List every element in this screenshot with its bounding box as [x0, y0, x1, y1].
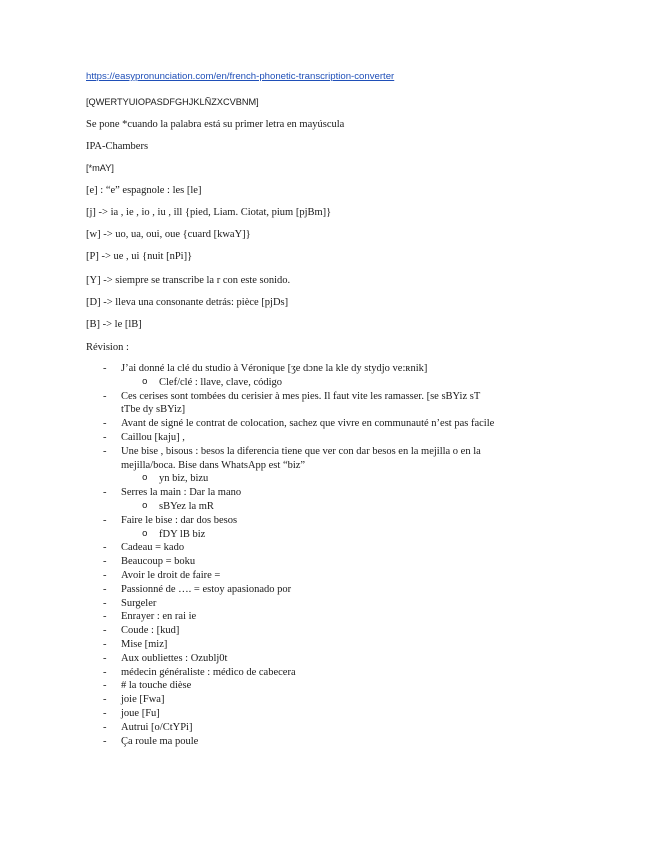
list-item — [0, 486, 501, 500]
dash-bullet: - — [103, 680, 107, 692]
sub-list-item — [0, 472, 655, 486]
list-item-text: Cadeau = kado — [121, 542, 185, 554]
sub-list-item-text: fDY lB biz — [159, 528, 206, 540]
list-item-text: Autrui [o/CtYPi] — [121, 721, 193, 733]
list-item — [0, 541, 501, 555]
note-paragraph: [D] -> lleva una consonante detrás: pièce [pjDs] — [86, 297, 289, 308]
list-item-text: J’ai donné la clé du studio à Véronique [ʒe dɔne la kle dy stydjo ve:ʀnik] — [121, 363, 428, 374]
list-item — [0, 445, 501, 473]
sub-list-item — [0, 376, 655, 390]
list-item — [0, 514, 501, 528]
list-item-text: Ça roule ma poule — [121, 735, 199, 747]
list-item — [0, 569, 501, 583]
list-item-text: Beaucoup = boku — [121, 556, 196, 568]
list-item-text: Surgeler — [121, 597, 157, 609]
note-paragraph: [*mAY] — [86, 163, 114, 173]
note-paragraph: [Y] -> siempre se transcribe la r con este sonido. — [86, 275, 291, 286]
sub-list-item-text: Clef/clé : llave, clave, código — [159, 376, 283, 388]
dash-bullet: - — [103, 583, 107, 595]
circle-bullet: o — [142, 528, 148, 539]
dash-bullet: - — [103, 666, 107, 678]
sub-list-item-text: yn biz, bizu — [159, 473, 209, 485]
list-item — [0, 583, 501, 597]
note-paragraph: [QWERTYUIOPASDFGHJKLÑZXCVBNM] — [86, 97, 259, 107]
list-item-text: Serres la main : Dar la mano — [121, 487, 242, 499]
list-item-text: Avoir le droit de faire = — [121, 569, 221, 581]
list-item — [0, 693, 501, 707]
circle-bullet: o — [142, 473, 148, 484]
note-paragraph: [e] : “e” espagnole : les [le] — [86, 185, 202, 196]
dash-bullet: - — [103, 445, 107, 457]
list-item — [0, 624, 501, 638]
circle-bullet: o — [142, 500, 148, 511]
sub-list-item — [0, 500, 655, 514]
list-item — [0, 707, 501, 721]
sub-list-item — [0, 528, 655, 542]
note-paragraph: [w] -> uo, ua, oui, oue {cuard [kwaY]} — [86, 229, 251, 240]
list-item — [0, 638, 501, 652]
dash-bullet: - — [103, 652, 107, 664]
list-item — [0, 555, 501, 569]
list-item-text: Ces cerises sont tombées du cerisier à mes pies. Il faut vite les ramasser. [se sBYiz sT tTbe dy sBYiz] — [121, 390, 481, 416]
dash-bullet: - — [103, 694, 107, 706]
dash-bullet: - — [103, 487, 107, 499]
list-item — [0, 417, 501, 431]
dash-bullet: - — [103, 625, 107, 637]
note-paragraph: [B] -> le [lB] — [86, 319, 142, 330]
list-item-text: # la touche dièse — [121, 680, 192, 692]
dash-bullet: - — [103, 542, 107, 554]
note-paragraph: Se pone *cuando la palabra está su primer letra en mayúscula — [86, 119, 345, 130]
dash-bullet: - — [103, 735, 107, 747]
dash-bullet: - — [103, 514, 107, 526]
dash-bullet: - — [103, 569, 107, 581]
list-item-text: Mise [miz] — [121, 638, 168, 650]
list-item-text: Faire le bise : dar dos besos — [121, 514, 238, 526]
dash-bullet: - — [103, 363, 107, 374]
list-item — [0, 597, 501, 611]
list-item-text: joue [Fu] — [121, 707, 160, 719]
list-item-text: joie [Fwa] — [121, 694, 165, 706]
list-item — [0, 735, 501, 749]
list-item — [0, 362, 501, 376]
list-item — [0, 652, 501, 666]
dash-bullet: - — [103, 418, 107, 430]
list-item — [0, 610, 501, 624]
list-item — [0, 666, 501, 680]
sub-list-item-text: sBYez la mR — [159, 500, 214, 512]
note-paragraph: [j] -> ia , ie , io , iu , ill {pied, Liam. Ciotat, pium [pjBm]} — [86, 207, 332, 218]
dash-bullet: - — [103, 390, 107, 402]
list-item — [0, 679, 501, 693]
list-item-text: Passionné de …. = estoy apasionado por — [121, 583, 292, 595]
circle-bullet: o — [142, 376, 148, 387]
dash-bullet: - — [103, 638, 107, 650]
dash-bullet: - — [103, 431, 107, 443]
list-item-text: médecin généraliste : médico de cabecera — [121, 666, 296, 678]
converter-link[interactable]: https://easypronunciation.com/en/french-phonetic-transcription-converter — [86, 71, 395, 82]
list-item — [0, 431, 501, 445]
list-item-text: Une bise , bisous : besos la diferencia tiene que ver con dar besos en la mejilla o en la mejilla/boca. Bise dans WhatsApp est “biz” — [121, 445, 481, 471]
list-item-text: Enrayer : en rai ie — [121, 611, 197, 623]
dash-bullet: - — [103, 556, 107, 568]
list-item-text: Aux oubliettes : Ozublj0t — [121, 652, 228, 664]
list-item-text: Avant de signé le contrat de colocation, sachez que vivre en communauté n’est pas facile — [121, 418, 495, 430]
list-item — [0, 721, 501, 735]
list-item-text: Coude : [kud] — [121, 625, 180, 637]
list-item — [0, 390, 501, 418]
dash-bullet: - — [103, 611, 107, 623]
revision-heading: Révision : — [86, 342, 129, 353]
dash-bullet: - — [103, 597, 107, 609]
note-paragraph: IPA-Chambers — [86, 141, 149, 152]
dash-bullet: - — [103, 707, 107, 719]
dash-bullet: - — [103, 721, 107, 733]
list-item-text: Caillou [kaju] , — [121, 431, 185, 443]
revision-list — [0, 362, 655, 748]
note-paragraph: [P] -> ue , ui {nuit [nPi]} — [86, 251, 193, 262]
